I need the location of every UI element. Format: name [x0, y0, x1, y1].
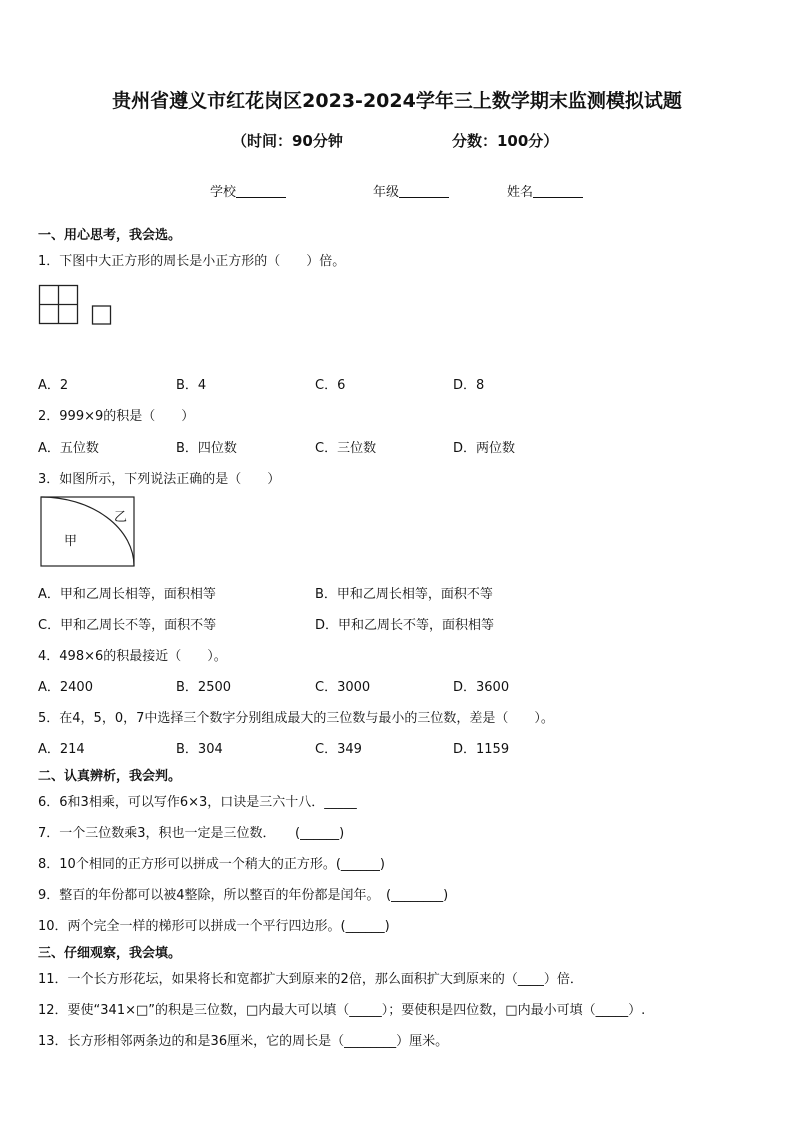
section-title-choice: 一、用心思考，我会选。 — [38, 228, 182, 243]
small-square — [93, 306, 111, 324]
question-7[interactable]: 7．一个三位数乘3，积也一定是三位数． (______) — [38, 826, 345, 841]
q3-option-b[interactable]: B．甲和乙周长相等，面积不等 — [315, 587, 493, 602]
quarter-arc — [41, 497, 134, 566]
question-3: 3．如图所示，下列说法正确的是（ ） — [38, 472, 281, 487]
q4-option-a[interactable]: A．2400 — [38, 680, 93, 695]
question-1: 1．下图中大正方形的周长是小正方形的（ ）倍。 — [38, 254, 346, 269]
school-blank[interactable] — [236, 184, 286, 198]
question-13[interactable]: 13．长方形相邻两条边的和是36厘米，它的周长是（________）厘米。 — [38, 1034, 449, 1049]
question-9[interactable]: 9．整百的年份都可以被4整除，所以整百的年份都是闰年。 (________) — [38, 888, 449, 903]
page-title: 贵州省遵义市红花岗区2023-2024学年三上数学期末监测模拟试题 — [112, 90, 682, 112]
q1-option-d[interactable]: D．8 — [453, 378, 485, 393]
name-label: 姓名 — [507, 185, 534, 200]
question-10[interactable]: 10．两个完全一样的梯形可以拼成一个平行四边形。(______) — [38, 919, 390, 934]
q3-option-c[interactable]: C．甲和乙周长不等，面积不等 — [38, 618, 217, 633]
q2-option-c[interactable]: C．三位数 — [315, 441, 377, 456]
q1-option-c[interactable]: C．6 — [315, 378, 346, 393]
grade-label: 年级 — [373, 185, 400, 200]
question-6[interactable]: 6．6和3相乘，可以写作6×3，口诀是三六十八．_____ — [38, 795, 357, 810]
section-title-judge: 二、认真辨析，我会判。 — [38, 769, 182, 784]
q3-option-a[interactable]: A．甲和乙周长相等，面积相等 — [38, 587, 216, 602]
region-label-a: 甲 — [64, 534, 78, 549]
q5-option-c[interactable]: C．349 — [315, 742, 362, 757]
school-field[interactable] — [210, 181, 286, 200]
question-4: 4．498×6的积最接近（ ）。 — [38, 649, 227, 664]
section-title-fill: 三、仔细观察，我会填。 — [38, 946, 182, 961]
question-11[interactable]: 11．一个长方形花坛，如果将长和宽都扩大到原来的2倍，那么面积扩大到原来的（____）倍． — [38, 972, 583, 987]
q2-option-d[interactable]: D．两位数 — [453, 441, 516, 456]
grade-field[interactable] — [373, 181, 449, 200]
q5-option-a[interactable]: A．214 — [38, 742, 85, 757]
grade-blank[interactable] — [399, 184, 449, 198]
q4-option-b[interactable]: B．2500 — [176, 680, 232, 695]
question-2: 2．999×9的积是（ ） — [38, 409, 195, 424]
school-label: 学校 — [210, 185, 237, 200]
rectangle-outline — [41, 497, 134, 566]
name-blank[interactable] — [533, 184, 583, 198]
q4-option-c[interactable]: C．3000 — [315, 680, 371, 695]
question-12[interactable]: 12．要使“341×□”的积是三位数，□内最大可以填（_____）；要使积是四位数，□内最小可填（_____）. — [38, 1003, 646, 1018]
question-5: 5．在4，5，0，7中选择三个数字分别组成最大的三位数与最小的三位数，差是（ ）。 — [38, 711, 554, 726]
q1-option-b[interactable]: B．4 — [176, 378, 207, 393]
quarter-circle-figure — [40, 496, 136, 568]
q2-option-b[interactable]: B．四位数 — [176, 441, 237, 456]
q4-option-d[interactable]: D．3600 — [453, 680, 510, 695]
q2-option-a[interactable]: A．五位数 — [38, 441, 99, 456]
squares-figure — [38, 284, 114, 326]
q3-option-d[interactable]: D．甲和乙周长不等，面积相等 — [315, 618, 495, 633]
q5-option-b[interactable]: B．304 — [176, 742, 223, 757]
q1-option-a[interactable]: A．2 — [38, 378, 69, 393]
name-field[interactable] — [507, 181, 583, 200]
question-8[interactable]: 8．10个相同的正方形可以拼成一个稍大的正方形。(______) — [38, 857, 385, 872]
exam-time: （时间：90分钟 — [232, 132, 343, 150]
region-label-b: 乙 — [114, 510, 128, 525]
q5-option-d[interactable]: D．1159 — [453, 742, 510, 757]
exam-score: 分数：100分） — [452, 132, 559, 150]
